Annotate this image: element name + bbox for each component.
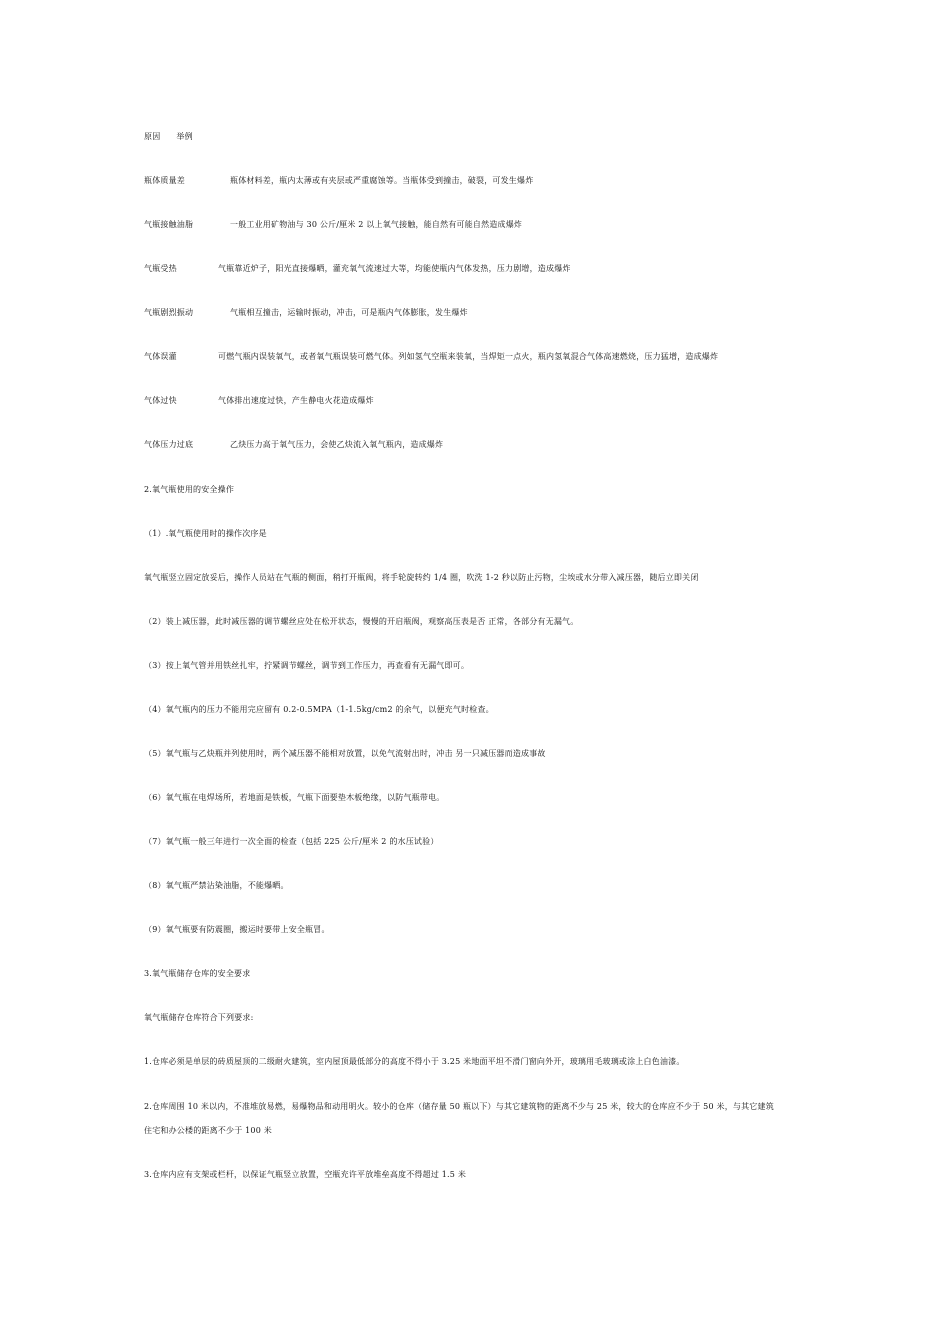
table-row (144, 264, 571, 274)
row-cause: 瓶体质量差 (144, 176, 185, 185)
list-item: （7）氧气瓶一般三年进行一次全面的检查（包括 225 公斤/厘米 2 的水压试验） (144, 837, 439, 846)
row-example: 气体排出速度过快，产生静电火花造成爆炸 (218, 396, 374, 405)
table-row (144, 440, 443, 450)
row-example: 一般工业用矿物油与 30 公斤/厘米 2 以上氧气接触，能自然有可能自然造成爆炸 (230, 220, 523, 229)
list-item: （4）氧气瓶内的压力不能用完应留有 0.2-0.5MPA（1-1.5kg/cm2 的余气，以便充气时检查。 (144, 705, 494, 714)
row-cause: 气体过快 (144, 396, 177, 405)
list-item-continuation: 住宅和办公楼的距离不少于 100 米 (144, 1126, 272, 1135)
table-header (144, 132, 193, 142)
paragraph: 氧气瓶储存仓库符合下列要求: (144, 1013, 254, 1022)
row-example: 可燃气瓶内误装氧气，或者氧气瓶误装可燃气体。列如氢气空瓶来装氧，当焊矩一点火，瓶内氢氧混合气体高速燃烧，压力猛增，造成爆炸 (218, 352, 719, 361)
paragraph: 氧气瓶竖立固定放妥后，操作人员站在气瓶的侧面，稍打开瓶阀，将手轮旋转约 1/4 圈，吹洗 1-2 秒以防止污物，尘埃或水分带入减压器，随后立即关闭 (144, 573, 699, 582)
list-item: （8）氧气瓶严禁沾染油脂，不能爆晒。 (144, 881, 289, 890)
row-example: 乙炔压力高于氧气压力，会使乙炔流入氧气瓶内，造成爆炸 (230, 440, 444, 449)
list-item: 1.仓库必须是单层的砖质屋顶的二级耐火建筑，室内屋顶最低部分的高度不得小于 3.25 米地面平坦不滑门窗向外开，玻璃用毛玻璃或涂上白色油漆。 (144, 1057, 685, 1066)
row-cause: 气体误灌 (144, 352, 177, 361)
subsection-heading: （1）.氧气瓶使用时的操作次序是 (144, 529, 267, 538)
list-item: （9）氧气瓶要有防震圈，搬运时要带上安全瓶冒。 (144, 925, 330, 934)
row-example: 瓶体材料差，瓶内太薄或有夹层或严重腐蚀等。当瓶体受到撞击，破裂，可发生爆炸 (230, 176, 534, 185)
list-item: 2.仓库周围 10 米以内，不准堆放易燃，易爆物品和动用明火。较小的仓库（储存量 50 瓶以下）与其它建筑物的距离不少与 25 米，较大的仓库应不少于 50 米，与其它建筑 (144, 1102, 774, 1111)
list-item: 3.仓库内应有支架或栏杆，以保证气瓶竖立放置，空瓶充许平放堆垒高度不得超过 1.5 米 (144, 1170, 467, 1179)
list-item: （2）装上减压器，此时减压器的调节螺丝应处在松开状态，慢慢的开启瓶阀，观察高压表是否 正常，各部分有无漏气。 (144, 617, 579, 626)
section-heading: 2.氧气瓶使用的安全操作 (144, 485, 235, 494)
table-row (144, 308, 468, 318)
table-row (144, 220, 522, 230)
header-cause: 原因 (144, 132, 161, 141)
row-example: 气瓶相互撞击，运输时振动，冲击，可是瓶内气体膨胀，发生爆炸 (230, 308, 468, 317)
list-item: （6）氧气瓶在电焊场所，若地面是铁板，气瓶下面要垫木板绝缘，以防气瓶带电。 (144, 793, 445, 802)
row-cause: 气瓶接触油脂 (144, 220, 194, 229)
table-row (144, 352, 718, 362)
row-cause: 气瓶剧烈振动 (144, 308, 194, 317)
section-heading: 3.氧气瓶储存仓库的安全要求 (144, 969, 251, 978)
row-cause: 气瓶受热 (144, 264, 177, 273)
table-row (144, 176, 533, 186)
row-example: 气瓶靠近炉子，阳光直接爆晒，灌充氧气流速过大等，均能使瓶内气体发热，压力剧增，造成爆炸 (218, 264, 571, 273)
list-item: （3）按上氧气管并用铁丝扎牢，拧紧调节螺丝，调节到工作压力，再查看有无漏气即可。 (144, 661, 470, 670)
header-example: 举例 (176, 132, 193, 141)
list-item: （5）氧气瓶与乙炔瓶并列使用时，两个减压器不能相对放置，以免气流射出时，冲击 另一只减压器而造成事故 (144, 749, 546, 758)
table-row (144, 396, 374, 406)
row-cause: 气体压力过底 (144, 440, 194, 449)
